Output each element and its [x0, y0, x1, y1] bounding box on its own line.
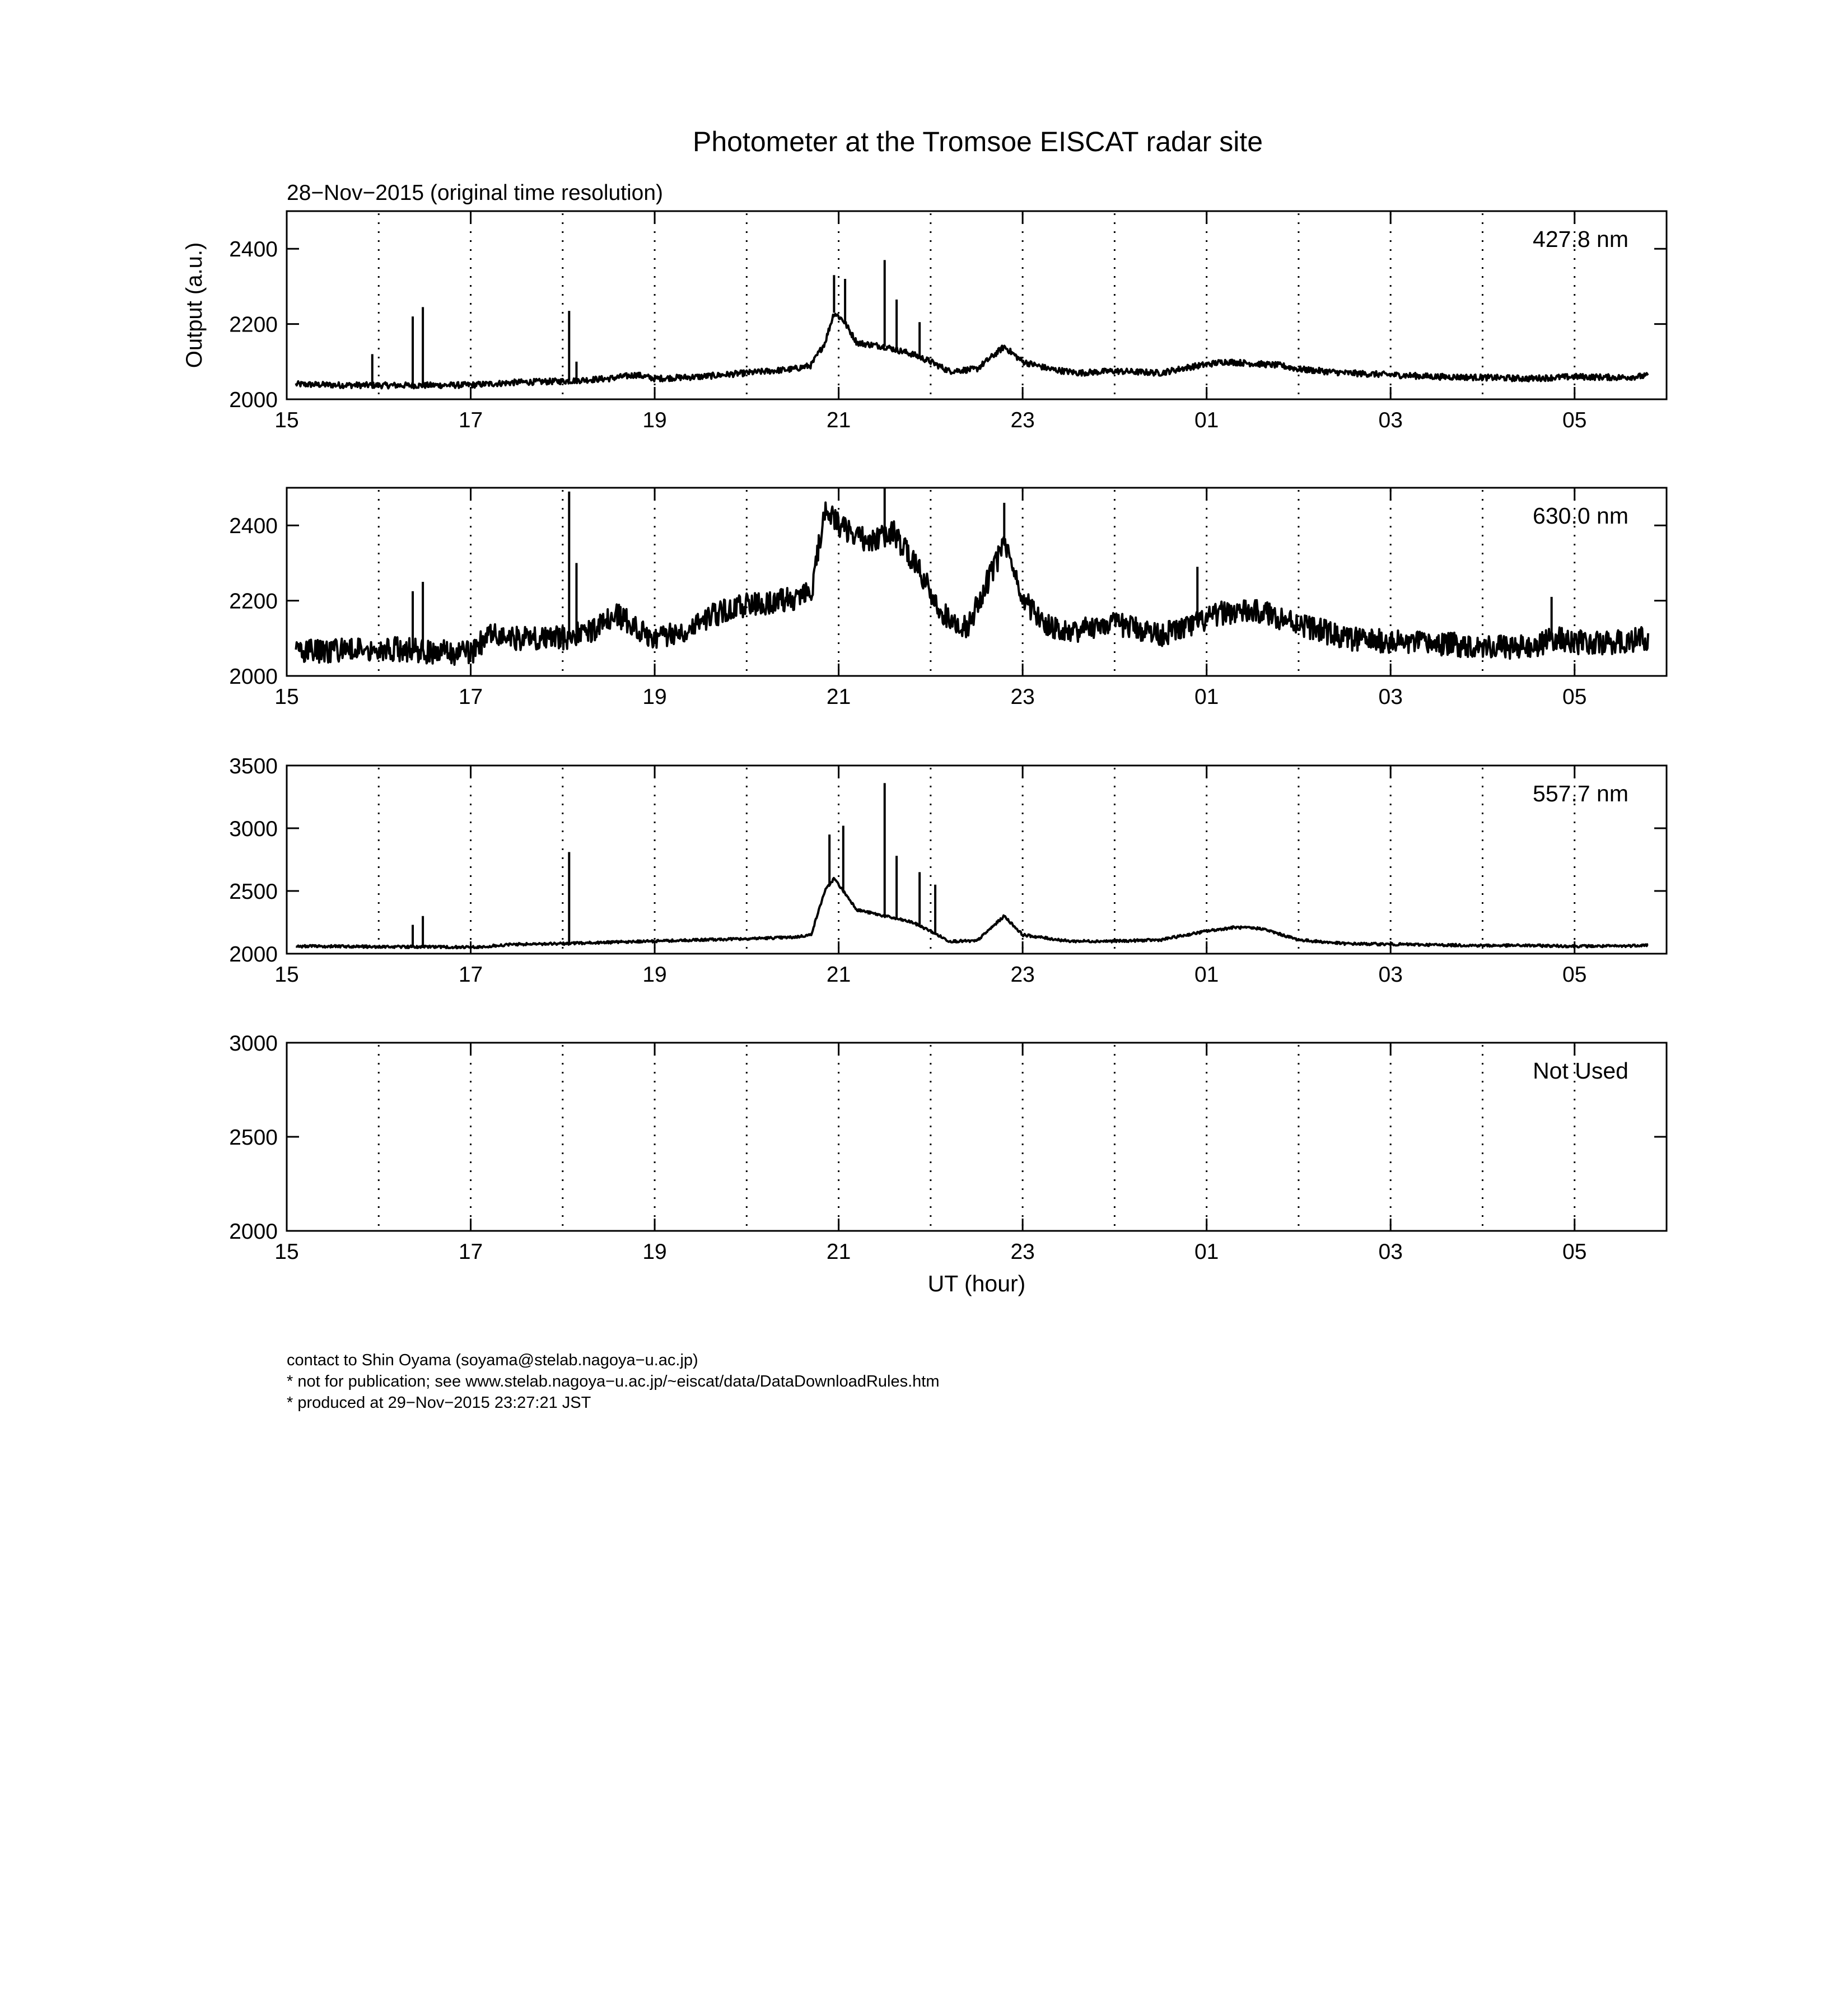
- x-tick-label: 19: [642, 685, 667, 709]
- x-tick-label: 23: [1010, 685, 1035, 709]
- y-tick-label: 3000: [229, 817, 278, 841]
- panel-1: [229, 488, 1667, 709]
- x-tick-label: 03: [1378, 685, 1403, 709]
- x-tick-label: 03: [1378, 963, 1403, 987]
- channel-label: Not Used: [1533, 1058, 1628, 1084]
- axes-frame: [287, 766, 1667, 954]
- panel-2: [229, 754, 1667, 987]
- x-tick-label: 23: [1010, 963, 1035, 987]
- series-line-630-0-nm: [296, 502, 1648, 665]
- chart-subtitle: 28−Nov−2015 (original time resolution): [287, 181, 664, 205]
- y-tick-label: 2200: [229, 589, 278, 614]
- y-axis-label: Output (a.u.): [182, 242, 207, 368]
- x-tick-label: 23: [1010, 408, 1035, 432]
- x-axis-label: UT (hour): [927, 1271, 1026, 1296]
- axes-frame: [287, 1043, 1667, 1231]
- y-tick-label: 2400: [229, 514, 278, 539]
- x-tick-label: 21: [826, 963, 851, 987]
- footer-notes: [287, 1350, 940, 1413]
- y-tick-label: 2500: [229, 1126, 278, 1150]
- x-tick-label: 05: [1562, 1240, 1587, 1264]
- panel-0: [182, 211, 1667, 432]
- x-tick-label: 19: [642, 408, 667, 432]
- footer-produced-time: * produced at 29−Nov−2015 23:27:21 JST: [287, 1394, 591, 1412]
- x-tick-label: 05: [1562, 963, 1587, 987]
- footer-publication-note: * not for publication; see www.stelab.nagoya−u.ac.jp/~eiscat/data/DataDownloadRules.htm: [287, 1373, 940, 1390]
- channel-label: 427.8 nm: [1533, 226, 1628, 252]
- series-line-427-8-nm: [296, 314, 1648, 389]
- x-tick-label: 01: [1194, 963, 1219, 987]
- x-tick-label: 15: [274, 408, 299, 432]
- x-tick-label: 17: [458, 1240, 483, 1264]
- x-tick-label: 21: [826, 408, 851, 432]
- x-tick-label: 21: [826, 685, 851, 709]
- y-tick-label: 2500: [229, 880, 278, 904]
- panel-3: [229, 1032, 1667, 1296]
- x-tick-label: 23: [1010, 1240, 1035, 1264]
- y-tick-label: 3500: [229, 754, 278, 778]
- x-tick-label: 01: [1194, 685, 1219, 709]
- x-tick-label: 01: [1194, 408, 1219, 432]
- y-tick-label: 2400: [229, 237, 278, 262]
- x-tick-label: 05: [1562, 408, 1587, 432]
- y-tick-label: 3000: [229, 1032, 278, 1056]
- x-tick-label: 15: [274, 1240, 299, 1264]
- x-tick-label: 03: [1378, 1240, 1403, 1264]
- x-tick-label: 01: [1194, 1240, 1219, 1264]
- x-tick-label: 17: [458, 963, 483, 987]
- x-tick-label: 03: [1378, 408, 1403, 432]
- x-tick-label: 15: [274, 685, 299, 709]
- panels: [182, 211, 1667, 1296]
- y-tick-label: 2000: [229, 388, 278, 412]
- y-tick-label: 2000: [229, 665, 278, 689]
- x-tick-label: 21: [826, 1240, 851, 1264]
- series-line-557-7-nm: [296, 878, 1648, 948]
- x-tick-label: 17: [458, 685, 483, 709]
- y-tick-label: 2000: [229, 1220, 278, 1244]
- x-tick-label: 17: [458, 408, 483, 432]
- channel-label: 630.0 nm: [1533, 503, 1628, 529]
- y-tick-label: 2200: [229, 312, 278, 337]
- x-tick-label: 19: [642, 1240, 667, 1264]
- footer-contact: contact to Shin Oyama (soyama@stelab.nagoya−u.ac.jp): [287, 1351, 698, 1369]
- chart-title: Photometer at the Tromsoe EISCAT radar site: [692, 126, 1263, 157]
- x-tick-label: 05: [1562, 685, 1587, 709]
- x-tick-label: 15: [274, 963, 299, 987]
- y-tick-label: 2000: [229, 942, 278, 967]
- x-tick-label: 19: [642, 963, 667, 987]
- channel-label: 557.7 nm: [1533, 781, 1628, 806]
